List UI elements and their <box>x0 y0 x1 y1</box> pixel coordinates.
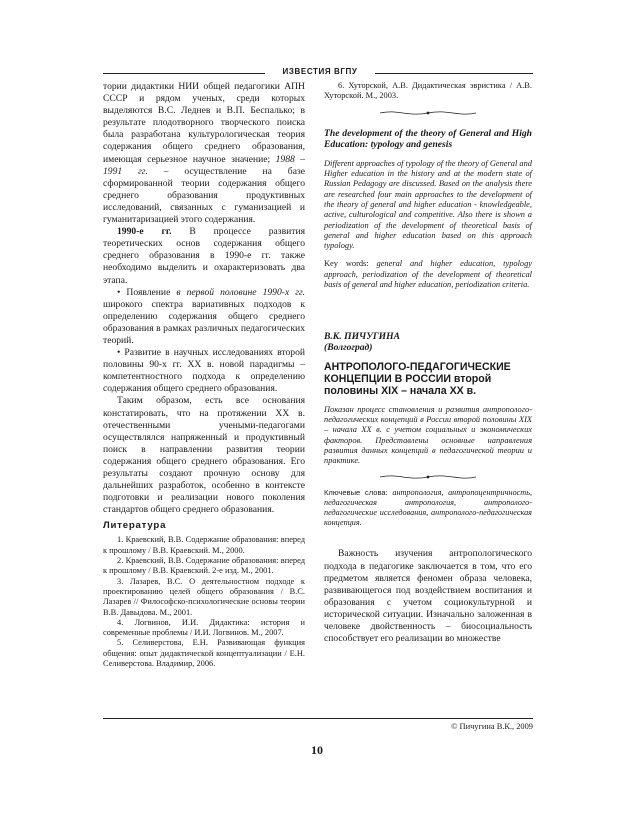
ornament-divider-icon <box>378 472 478 482</box>
header-rule-right <box>375 73 533 74</box>
footer-rule <box>103 718 533 719</box>
reference-item: 1. Краевский, В.В. Содержание образования: вперед к прошлому / В.В. Краевский. М., 2000. <box>103 535 305 555</box>
english-title: The development of the theory of General and High Education: typology and genesis <box>324 127 532 151</box>
reference-item: 4. Логвинов, И.И. Дидактика: история и современные проблемы / И.И. Логвинов. М., 2007. <box>103 617 305 638</box>
paragraph-5: Таким образом, есть все основания констатировать, что на протяжении XX в. отечественными учеными-педагогами осуществлялся напряженный и продуктивный поиск в направлении развития теории содержания общего среднего образования. Его результаты создают прочную основу для дальнейших разработок, особенно в контексте подготовки и реализации нового поколения стандартов общего среднего образования. <box>103 395 305 516</box>
paragraph-1: тории дидактики НИИ общей педагогики АПН СССР и рядом ученых, среди которых выделяются В.С. Леднев и В.П. Беспалько; в результате плодотворного творческого поиска была разработана культурологическая теория содержания общего среднего образования, имеющая серьезное научное значение; 1988 – 1991 гг. – осуществление на базе сформированной теории содержания общего среднего образования продуктивных исследований, связанных с гуманизацией и гуманитаризацией этого содержания. <box>103 81 306 226</box>
paragraph-4: • Развитие в научных исследованиях второй половины 90-х гг. XX в. новой парадигмы – компетентностного подхода к определению содержания общего среднего образования. <box>103 347 305 395</box>
article-keywords: Ключевые слова: антропология, антропоцентричность, педагогическая антропология, антрополого-педагогические исследования, антрополого-педагогическая концепция. <box>324 488 532 528</box>
left-column <box>103 81 305 669</box>
author-city: (Волгоград) <box>324 342 373 354</box>
article-abstract: Показан процесс становления и развития антрополого-педагогических концепций в России второй половины XIX – начала XX в. с учетом социальных и экономических факторов. Представлены основные направления развития данных концепций в педагогической теории и практике. <box>324 404 532 466</box>
page-number: 10 <box>311 743 323 757</box>
english-abstract: Different approaches of typology of the theory of General and Higher education in the history and at the modern state of Russian Pedagogy are discussed. Based on the analysis there are researched four main approaches to the development of the theory of general and higher education - knowledgeable, active, culturological and competitive. Also there is shown a periodization of the development of theoretical basis of general and higher education based on this approach typology. <box>324 158 532 251</box>
article-body: Важность изучения антропологического подхода в педагогике заключается в том, что его предметом является феномен образа человека, развивающегося под воздействием воспитания и образования с учетом социокультурной и исторической ситуации. Изначально заложенная в человеке двойственность – биосоциальность способствует его реализации во множестве <box>324 548 532 645</box>
right-column <box>324 81 532 645</box>
copyright: © Пичугина В.К., 2009 <box>451 722 533 731</box>
english-keywords: Key words: general and higher education, typology approach, periodization of the development of theoretical basis of general and higher education, periodization criteria. <box>324 259 532 290</box>
paragraph-2: 1990-е гг. В процессе развития теоретических основ содержания общего среднего образования в 1990-е гг. также необходимо выделить и охарактеризовать два этапа. <box>103 226 305 286</box>
references-list <box>103 535 305 669</box>
paragraph-3: • Появление в первой половине 1990-х гг. широкого спектра вариативных подходов к определению содержания общего среднего образования в рамках различных педагогических теорий. <box>103 286 305 346</box>
article-title: АНТРОПОЛОГО-ПЕДАГОГИЧЕСКИЕ КОНЦЕПЦИИ В РОССИИ второй половины XIX – начала XX в. <box>324 360 511 397</box>
journal-title: ИЗВЕСТИЯ ВГПУ <box>282 67 358 76</box>
reference-item: 2. Краевский, В.В. Содержание образования: вперед к прошлому / В.В. Краевский. 2-е изд. М., 2001. <box>103 556 305 576</box>
reference-item: 6. Хуторской, А.В. Дидактическая эвристика / А.В. Хуторской. М., 2003. <box>324 81 532 101</box>
ornament-divider-icon <box>378 108 478 118</box>
reference-item: 5. Селиверстова, Е.Н. Развивающая функция общения: опыт дидактической концептуализации / Е.Н. Селиверстова. Владимир, 2006. <box>103 638 305 669</box>
journal-header <box>103 67 533 79</box>
author-name: В.К. ПИЧУГИНА <box>324 330 400 342</box>
reference-item: 3. Лазарев, В.С. О деятельностном подходе к проектированию целей общего образования / В.С. Лазарев // Философско-психологические основы теории В.В. Давыдова. М., 2001. <box>103 576 305 617</box>
references-heading: Литература <box>103 520 167 532</box>
header-rule-left <box>103 73 265 74</box>
